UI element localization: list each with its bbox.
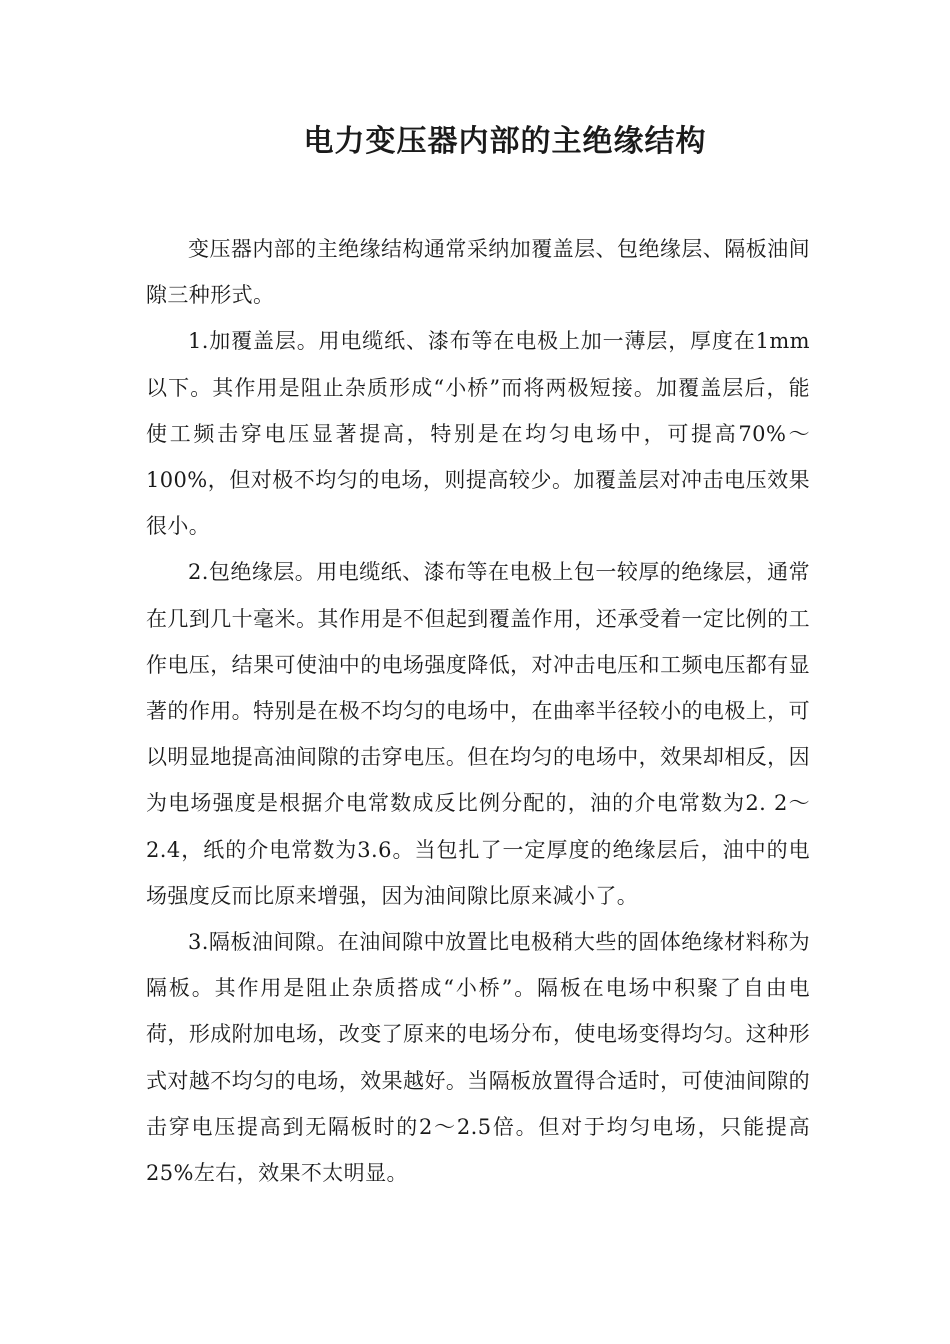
paragraph-covering-layer: 1.加覆盖层。用电缆纸、漆布等在电极上加一薄层，厚度在1mm以下。其作用是阻止杂质形成“小桥”而将两极短接。加覆盖层后，能使工频击穿电压显著提高，特别是在均匀电场中，可提高70%～100%，但对极不均匀的电场，则提高较少。加覆盖层对冲击电压效果很小。	[146, 329, 810, 539]
paragraph-intro: 变压器内部的主绝缘结构通常采纳加覆盖层、包绝缘层、隔板油间隙三种形式。	[146, 237, 810, 308]
document-title: 电力变压器内部的主绝缘结构	[303, 124, 707, 159]
paragraph-insulation-layer: 2.包绝缘层。用电缆纸、漆布等在电极上包一较厚的绝缘层，通常在几到几十毫米。其作用是不但起到覆盖作用，还承受着一定比例的工作电压，结果可使油中的电场强度降低，对冲击电压和工频电压都有显著的作用。特别是在极不均匀的电场中，在曲率半径较小的电极上，可以明显地提高油间隙的击穿电压。但在均匀的电场中，效果却相反，因为电场强度是根据介电常数成反比例分配的，油的介电常数为2. 2～2.4，纸的介电常数为3.6。当包扎了一定厚度的绝缘层后，油中的电场强度反而比原来增强，因为油间隙比原来减小了。	[146, 560, 810, 908]
paragraph-barrier-oil-gap: 3.隔板油间隙。在油间隙中放置比电极稍大些的固体绝缘材料称为隔板。其作用是阻止杂质搭成“小桥”。隔板在电场中积聚了自由电荷，形成附加电场，改变了原来的电场分布，使电场变得均匀。这种形式对越不均匀的电场，效果越好。当隔板放置得合适时，可使油间隙的击穿电压提高到无隔板时的2～2.5倍。但对于均匀电场，只能提高25%左右，效果不太明显。	[146, 930, 810, 1186]
document-body	[146, 226, 810, 1196]
